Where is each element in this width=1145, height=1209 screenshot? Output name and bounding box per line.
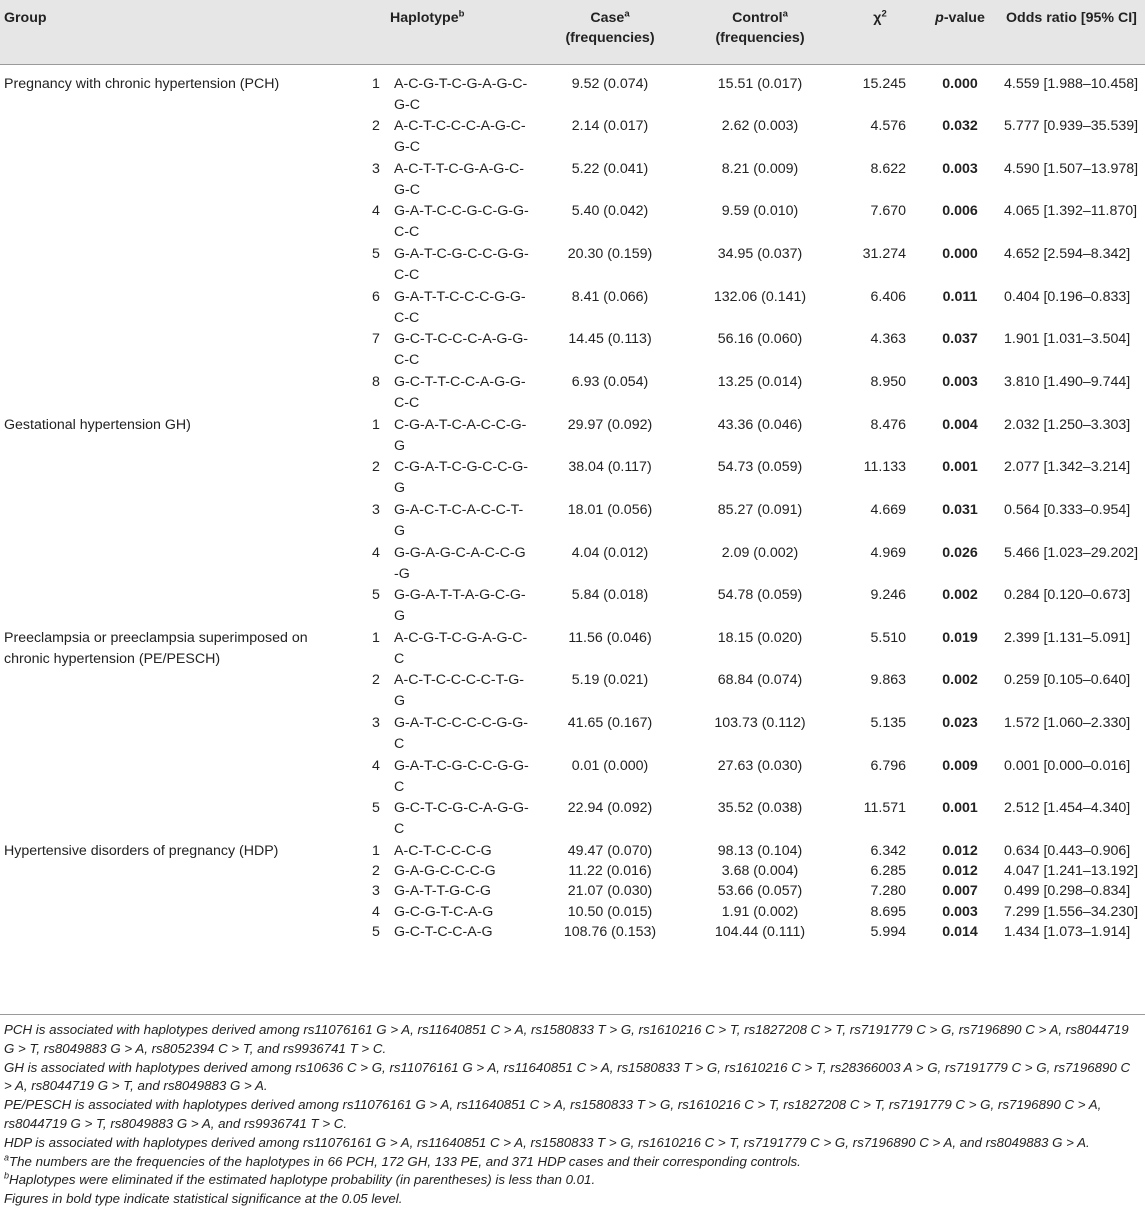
chi-square-cell: 31.274 — [862, 246, 906, 263]
odds-ratio-cell: 7.299 [1.556–34.230] — [1004, 903, 1139, 920]
table-row — [0, 500, 1145, 543]
chi-square-cell: 8.950 — [870, 373, 906, 390]
group-name: Hypertensive disorders of pregnancy (HDP) — [4, 843, 279, 860]
table-row — [0, 543, 1145, 586]
case-frequency-cell: 49.47 (0.070) — [567, 843, 653, 860]
table-row — [0, 861, 1145, 881]
row-number: 7 — [372, 331, 380, 348]
haplotype-cell: G-A-C-T-C-A-C-C-T-G — [394, 501, 524, 539]
control-frequency-cell: 104.44 (0.111) — [714, 923, 806, 940]
col-header-odds-ratio: Odds ratio [95% CI] — [1000, 0, 1145, 64]
group-name — [0, 922, 360, 942]
p-value-cell: 0.037 — [942, 331, 978, 348]
table-body — [0, 64, 1145, 942]
control-frequency-cell: 2.09 (0.002) — [721, 544, 799, 561]
control-frequency-cell: 132.06 (0.141) — [713, 288, 807, 305]
haplotype-cell: G-A-T-C-C-G-C-G-G-C-C — [394, 203, 529, 241]
table-row — [0, 415, 1145, 458]
haplotype-cell: G-A-G-C-C-C-G — [394, 863, 496, 880]
haplotype-cell: G-C-T-C-C-C-A-G-G-C-C — [394, 331, 528, 369]
group-name — [0, 372, 360, 415]
row-number: 1 — [372, 629, 380, 646]
row-number: 4 — [372, 757, 380, 774]
group-name — [0, 159, 360, 202]
control-frequency-cell: 56.16 (0.060) — [717, 331, 803, 348]
footnote-bold: Figures in bold type indicate statistical significance at the 0.05 level. — [4, 1191, 403, 1207]
odds-ratio-cell: 0.284 [0.120–0.673] — [1004, 587, 1131, 604]
p-value-cell: 0.019 — [942, 629, 978, 646]
chi-square-cell: 8.695 — [870, 903, 906, 920]
row-number: 3 — [372, 883, 380, 900]
case-frequency-cell: 4.04 (0.012) — [571, 544, 649, 561]
col-header-chi-square: $\chi^2$ — [840, 0, 920, 64]
control-frequency-cell: 54.78 (0.059) — [717, 587, 803, 604]
table-row — [0, 287, 1145, 330]
row-number: 3 — [372, 501, 380, 518]
control-frequency-cell: 1.91 (0.002) — [721, 903, 799, 920]
haplotype-cell: G-C-T-C-G-C-A-G-G-C — [394, 800, 529, 838]
odds-ratio-cell: 0.564 [0.333–0.954] — [1004, 501, 1131, 518]
p-value-cell: 0.023 — [942, 715, 978, 732]
chi-square-cell: 5.135 — [870, 715, 906, 732]
chi-square-cell: 8.476 — [870, 416, 906, 433]
control-frequency-cell: 3.68 (0.004) — [721, 863, 799, 880]
table-row — [0, 670, 1145, 713]
table-footnotes — [0, 1014, 1145, 1209]
odds-ratio-cell: 4.065 [1.392–11.870] — [1004, 203, 1138, 220]
control-frequency-cell: 15.51 (0.017) — [717, 75, 803, 92]
control-frequency-cell: 8.21 (0.009) — [721, 160, 799, 177]
chi-square-cell: 11.133 — [863, 459, 906, 476]
row-number: 5 — [372, 923, 380, 940]
odds-ratio-cell: 4.590 [1.507–13.978] — [1004, 160, 1139, 177]
case-frequency-cell: 108.76 (0.153) — [563, 923, 657, 940]
odds-ratio-cell: 1.434 [1.073–1.914] — [1004, 923, 1131, 940]
case-frequency-cell: 11.56 (0.046) — [568, 629, 652, 646]
p-value-cell: 0.014 — [942, 923, 978, 940]
p-value-cell: 0.003 — [942, 903, 978, 920]
group-name — [0, 798, 360, 841]
group-name — [0, 244, 360, 287]
case-frequency-cell: 5.19 (0.021) — [571, 672, 649, 689]
case-frequency-cell: 11.22 (0.016) — [568, 863, 652, 880]
col-header-control: Control$^a$ (frequencies) — [680, 0, 840, 64]
p-value-cell: 0.000 — [942, 75, 978, 92]
p-value-cell: 0.001 — [942, 800, 978, 817]
group-name — [0, 543, 360, 586]
chi-square-cell: 7.280 — [870, 883, 906, 900]
table-row — [0, 116, 1145, 159]
haplotype-cell: G-G-A-G-C-A-C-C-G-G — [394, 544, 526, 582]
row-number: 5 — [372, 587, 380, 604]
p-value-cell: 0.003 — [942, 160, 978, 177]
control-frequency-cell: 34.95 (0.037) — [717, 246, 803, 263]
group-name — [0, 585, 360, 628]
chi-square-cell: 8.622 — [870, 160, 906, 177]
case-frequency-cell: 6.93 (0.054) — [571, 373, 649, 390]
col-header-case: Case$^a$ (frequencies) — [540, 0, 680, 64]
odds-ratio-cell: 5.777 [0.939–35.539] — [1004, 118, 1139, 135]
table-row — [0, 841, 1145, 861]
haplotype-cell: G-A-T-T-G-C-G — [394, 883, 491, 900]
p-value-cell: 0.006 — [942, 203, 978, 220]
haplotype-cell: C-G-A-T-C-G-C-C-G-G — [394, 459, 528, 497]
row-number: 1 — [372, 75, 380, 92]
case-frequency-cell: 22.94 (0.092) — [567, 800, 653, 817]
group-name: Preeclampsia or preeclampsia superimposed on chronic hypertension (PE/PESCH) — [4, 629, 308, 667]
row-number: 2 — [372, 863, 380, 880]
chi-square-cell: 5.510 — [870, 629, 906, 646]
p-value-cell: 0.007 — [942, 883, 978, 900]
row-number: 1 — [372, 843, 380, 860]
row-number: 3 — [372, 715, 380, 732]
chi-square-cell: 9.863 — [870, 672, 906, 689]
table-row — [0, 201, 1145, 244]
control-frequency-cell: 103.73 (0.112) — [714, 715, 806, 732]
p-value-cell: 0.003 — [942, 373, 978, 390]
control-frequency-cell: 98.13 (0.104) — [717, 843, 803, 860]
control-frequency-cell: 85.27 (0.091) — [717, 501, 803, 518]
control-frequency-cell: 35.52 (0.038) — [717, 800, 803, 817]
group-name — [0, 861, 360, 881]
case-frequency-cell: 21.07 (0.030) — [567, 883, 653, 900]
odds-ratio-cell: 5.466 [1.023–29.202] — [1004, 544, 1139, 561]
case-frequency-cell: 5.84 (0.018) — [571, 587, 649, 604]
haplotype-cell: A-C-G-T-C-G-A-G-C-C — [394, 629, 528, 667]
p-value-cell: 0.009 — [942, 757, 978, 774]
case-frequency-cell: 8.41 (0.066) — [571, 288, 649, 305]
footnote-b: $^b$Haplotypes were eliminated if the estimated haplotype probability (in parentheses) is less than 0.01. — [4, 1170, 596, 1188]
haplotype-cell: A-C-T-C-C-C-A-G-C-G-C — [394, 118, 526, 156]
chi-square-cell: 7.670 — [870, 203, 906, 220]
p-value-cell: 0.031 — [942, 501, 978, 518]
table-row — [0, 798, 1145, 841]
odds-ratio-cell: 3.810 [1.490–9.744] — [1004, 373, 1131, 390]
row-number: 2 — [372, 459, 380, 476]
row-number: 5 — [372, 800, 380, 817]
case-frequency-cell: 38.04 (0.117) — [568, 459, 652, 476]
table-row — [0, 457, 1145, 500]
case-frequency-cell: 29.97 (0.092) — [567, 416, 653, 433]
chi-square-cell: 4.363 — [870, 331, 906, 348]
row-number: 4 — [372, 544, 380, 561]
col-header-group: Group — [0, 0, 360, 64]
case-frequency-cell: 9.52 (0.074) — [571, 75, 649, 92]
p-value-cell: 0.011 — [942, 288, 978, 305]
odds-ratio-cell: 4.047 [1.241–13.192] — [1004, 863, 1139, 880]
row-number: 8 — [372, 373, 380, 390]
case-frequency-cell: 5.22 (0.041) — [571, 160, 649, 177]
p-value-cell: 0.012 — [942, 863, 978, 880]
row-number: 2 — [372, 118, 380, 135]
row-number: 6 — [372, 288, 380, 305]
p-value-cell: 0.004 — [942, 416, 978, 433]
row-number: 2 — [372, 672, 380, 689]
control-frequency-cell: 18.15 (0.020) — [717, 629, 803, 646]
group-name — [0, 713, 360, 756]
odds-ratio-cell: 1.901 [1.031–3.504] — [1004, 331, 1131, 348]
case-frequency-cell: 18.01 (0.056) — [567, 501, 653, 518]
chi-square-cell: 6.285 — [870, 863, 906, 880]
table-row — [0, 902, 1145, 922]
table-row — [0, 329, 1145, 372]
table-row — [0, 372, 1145, 415]
chi-square-cell: 5.994 — [870, 923, 906, 940]
table-row — [0, 64, 1145, 116]
group-name — [0, 201, 360, 244]
group-name — [0, 881, 360, 901]
col-header-p-value: p-value — [920, 0, 1000, 64]
control-frequency-cell: 27.63 (0.030) — [717, 757, 803, 774]
odds-ratio-cell: 2.032 [1.250–3.303] — [1004, 416, 1131, 433]
haplotype-cell: G-C-G-T-C-A-G — [394, 903, 494, 920]
row-number: 4 — [372, 203, 380, 220]
footnote-pch: PCH is associated with haplotypes derived among rs11076161 G > A, rs11640851 C > A, rs1580833 T > G, rs1610216 C > T, rs1827208 C > T, rs7191779 C > G, rs7196890 C > A, rs8044719 G > T, rs8049883 G > A, rs8052394 C > T, and rs9936741 T > C. — [4, 1022, 1129, 1056]
odds-ratio-cell: 1.572 [1.060–2.330] — [1004, 715, 1131, 732]
footnote-hdp: HDP is associated with haplotypes derived among rs11076161 G > A, rs11640851 C > A, rs1580833 T > G, rs1610216 C > T, rs7191779 C > G, rs7196890 C > A, and rs8049883 G > A. — [4, 1134, 1090, 1150]
haplotype-cell: G-C-T-T-C-C-A-G-G-C-C — [394, 373, 526, 411]
p-value-cell: 0.002 — [942, 672, 978, 689]
odds-ratio-cell: 0.259 [0.105–0.640] — [1004, 672, 1131, 689]
row-number: 5 — [372, 246, 380, 263]
chi-square-cell: 6.796 — [870, 757, 906, 774]
odds-ratio-cell: 4.559 [1.988–10.458] — [1004, 75, 1139, 92]
p-value-cell: 0.001 — [942, 459, 978, 476]
haplotype-cell: A-C-T-C-C-C-C-T-G-G — [394, 672, 525, 710]
chi-square-cell: 4.669 — [870, 501, 906, 518]
haplotype-cell: G-A-T-T-C-C-C-G-G-C-C — [394, 288, 526, 326]
haplotype-cell: G-A-T-C-G-C-C-G-G-C-C — [394, 246, 529, 284]
control-frequency-cell: 2.62 (0.003) — [721, 118, 799, 135]
case-frequency-cell: 2.14 (0.017) — [571, 118, 649, 135]
chi-square-cell: 6.406 — [870, 288, 906, 305]
haplotype-cell: G-G-A-T-T-A-G-C-G-G — [394, 587, 526, 625]
haplotype-cell: G-A-T-C-G-C-C-G-G-C — [394, 757, 529, 795]
table-row — [0, 713, 1145, 756]
p-value-cell: 0.000 — [942, 246, 978, 263]
table-row — [0, 585, 1145, 628]
chi-square-cell: 6.342 — [870, 843, 906, 860]
haplotype-cell: A-C-T-T-C-G-A-G-C-G-C — [394, 160, 525, 198]
case-frequency-cell: 20.30 (0.159) — [567, 246, 653, 263]
control-frequency-cell: 13.25 (0.014) — [717, 373, 803, 390]
chi-square-cell: 4.969 — [870, 544, 906, 561]
row-number: 4 — [372, 903, 380, 920]
table-header-row — [0, 0, 1145, 64]
group-name — [0, 756, 360, 799]
case-frequency-cell: 0.01 (0.000) — [571, 757, 649, 774]
table-row — [0, 756, 1145, 799]
group-name: Gestational hypertension GH) — [4, 416, 191, 433]
control-frequency-cell: 68.84 (0.074) — [717, 672, 803, 689]
footnote-a: $^a$The numbers are the frequencies of the haplotypes in 66 PCH, 172 GH, 133 PE, and 371 HDP cases and their corresponding controls. — [4, 1152, 801, 1169]
table-row — [0, 628, 1145, 671]
row-number: 3 — [372, 160, 380, 177]
chi-square-cell: 11.571 — [863, 800, 906, 817]
odds-ratio-cell: 0.499 [0.298–0.834] — [1004, 883, 1131, 900]
p-value-cell: 0.032 — [942, 118, 978, 135]
col-header-haplotype: Haplotype$^b$ — [360, 0, 540, 64]
chi-square-cell: 9.246 — [870, 587, 906, 604]
group-name — [0, 116, 360, 159]
odds-ratio-cell: 0.001 [0.000–0.016] — [1004, 757, 1131, 774]
group-name — [0, 287, 360, 330]
odds-ratio-cell: 4.652 [2.594–8.342] — [1004, 246, 1131, 263]
odds-ratio-cell: 0.404 [0.196–0.833] — [1004, 288, 1131, 305]
case-frequency-cell: 10.50 (0.015) — [567, 903, 653, 920]
control-frequency-cell: 54.73 (0.059) — [717, 459, 803, 476]
odds-ratio-cell: 2.077 [1.342–3.214] — [1004, 459, 1131, 476]
group-name — [0, 670, 360, 713]
row-number: 1 — [372, 416, 380, 433]
odds-ratio-cell: 2.512 [1.454–4.340] — [1004, 800, 1131, 817]
haplotype-cell: G-C-T-C-C-A-G — [394, 923, 493, 940]
haplotype-cell: A-C-G-T-C-G-A-G-C-G-C — [394, 75, 528, 113]
group-name: Pregnancy with chronic hypertension (PCH) — [4, 75, 280, 92]
footnote-gh: GH is associated with haplotypes derived among rs10636 C > G, rs11076161 G > A, rs11640851 C > A, rs1580833 T > G, rs1610216 C > T, rs28366003 A > G, rs7191779 C > G, rs7196890 C > A, rs8044719 G > T, and rs8049883 G > A. — [4, 1059, 1131, 1094]
case-frequency-cell: 41.65 (0.167) — [567, 715, 653, 732]
p-value-cell: 0.002 — [942, 587, 978, 604]
haplotype-cell: G-A-T-C-C-C-C-G-G-C — [394, 715, 528, 753]
control-frequency-cell: 43.36 (0.046) — [717, 416, 803, 433]
control-frequency-cell: 53.66 (0.057) — [717, 883, 803, 900]
p-value-cell: 0.026 — [942, 544, 978, 561]
haplotype-cell: C-G-A-T-C-A-C-C-G-G — [394, 416, 527, 454]
p-value-cell: 0.012 — [942, 843, 978, 860]
chi-square-cell: 15.245 — [862, 75, 906, 92]
table-row — [0, 244, 1145, 287]
group-name — [0, 329, 360, 372]
control-frequency-cell: 9.59 (0.010) — [721, 203, 799, 220]
chi-square-cell: 4.576 — [870, 118, 906, 135]
table-row — [0, 881, 1145, 901]
table-row — [0, 159, 1145, 202]
odds-ratio-cell: 2.399 [1.131–5.091] — [1004, 629, 1131, 646]
footnote-pe: PE/PESCH is associated with haplotypes derived among rs11076161 G > A, rs11640851 C > A, rs1580833 T > G, rs1610216 C > T, rs1827208 C > T, rs7191779 C > G, rs7196890 C > A, rs8044719 G > T, rs8049883 G > A, and rs9936741 T > C. — [4, 1097, 1102, 1131]
table-row — [0, 922, 1145, 942]
odds-ratio-cell: 0.634 [0.443–0.906] — [1004, 843, 1131, 860]
group-name — [0, 457, 360, 500]
group-name — [0, 902, 360, 922]
case-frequency-cell: 5.40 (0.042) — [571, 203, 649, 220]
haplotype-cell: A-C-T-C-C-C-G — [394, 843, 492, 860]
case-frequency-cell: 14.45 (0.113) — [568, 331, 652, 348]
group-name — [0, 500, 360, 543]
